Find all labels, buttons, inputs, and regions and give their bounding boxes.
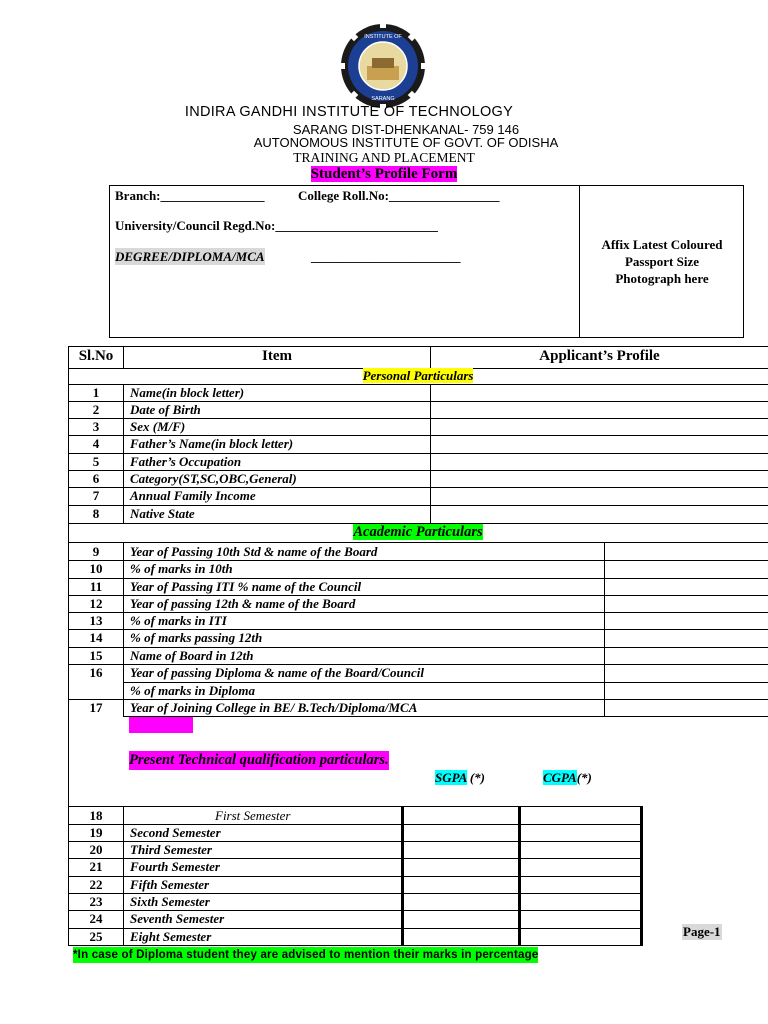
degree-label: DEGREE/DIPLOMA/MCA	[115, 249, 265, 264]
row-number: 16	[89, 665, 103, 680]
row-item: Annual Family Income	[130, 488, 256, 503]
row-number: 9	[92, 544, 100, 559]
row-number: 10	[89, 561, 103, 576]
svg-text:SARANG: SARANG	[371, 96, 395, 102]
form-title: Student’s Profile Form	[310, 166, 458, 182]
row-number: 13	[89, 613, 103, 628]
row-number: 18	[89, 808, 103, 823]
row-number: 15	[89, 648, 103, 663]
row-item: % of marks in ITI	[130, 613, 227, 628]
svg-text:INSTITUTE OF: INSTITUTE OF	[364, 34, 402, 40]
row-number: 3	[92, 419, 100, 434]
row-number: 5	[92, 454, 100, 469]
row-number: 12	[89, 596, 103, 611]
row-number: 4	[92, 436, 100, 451]
institute-status: AUTONOMOUS INSTITUTE OF GOVT. OF ODISHA	[253, 135, 559, 150]
row-item: Sixth Semester	[130, 894, 210, 909]
row-number: 23	[89, 894, 103, 909]
regd-field[interactable]: University/Council Regd.No:_________________________	[115, 218, 438, 233]
footer-note: *In case of Diploma student they are advised to mention their marks in percentage	[73, 949, 539, 961]
form-title-wrap	[0, 166, 768, 183]
row-item: Third Semester	[130, 842, 212, 857]
row-item: % of marks in 10th	[130, 561, 233, 576]
institute-address: SARANG DIST-DHENKANAL- 759 146	[292, 122, 520, 137]
row-item: Fourth Semester	[130, 859, 220, 874]
sgpa-label-wrap	[435, 770, 485, 786]
row-number: 21	[89, 859, 103, 874]
row-item: Seventh Semester	[130, 911, 225, 926]
row-number: 1	[92, 385, 100, 400]
photo-text-3: Photograph here	[615, 271, 709, 286]
institute-logo	[339, 22, 427, 110]
row-item: Fifth Semester	[130, 877, 210, 892]
row-number: 8	[92, 506, 100, 521]
row-item: Year of passing 12th & name of the Board	[130, 596, 356, 611]
row-number: 25	[89, 929, 103, 944]
row-number: 7	[92, 488, 100, 503]
row-item: Year of Passing 10th Std & name of the Board	[130, 544, 378, 559]
row-number: 24	[89, 911, 103, 926]
row-number: 22	[89, 877, 103, 892]
page-number: Page-1	[683, 924, 721, 939]
row-item: Eight Semester	[130, 929, 212, 944]
row-item: Name(in block letter)	[130, 385, 245, 400]
college-roll-field[interactable]: College Roll.No:_________________	[298, 188, 500, 203]
degree-field[interactable]: _______________________	[311, 249, 461, 264]
row-item: Year of passing Diploma & name of the Board/Council	[130, 665, 424, 680]
row-item: Native State	[130, 506, 195, 521]
cgpa-star: (*)	[576, 770, 592, 785]
row-number: 20	[89, 842, 103, 857]
row-item: Sex (M/F)	[130, 419, 186, 434]
row-item: Father’s Name(in block letter)	[130, 436, 294, 451]
row-number: 6	[92, 471, 100, 486]
row-item: Category(ST,SC,OBC,General)	[130, 471, 297, 486]
row-item: Father’s Occupation	[130, 454, 242, 469]
row-number: 2	[92, 402, 100, 417]
row-number: 14	[89, 630, 103, 645]
row-number: 11	[89, 579, 103, 594]
cgpa-label-wrap	[543, 770, 592, 786]
row-item: First Semester	[215, 808, 291, 823]
col-profile-header: Applicant’s Profile	[539, 348, 660, 364]
academic-heading-wrap	[68, 523, 768, 541]
row-item: Year of Joining College in BE/ B.Tech/Diploma/MCA	[130, 700, 418, 715]
photo-text-1: Affix Latest Coloured	[601, 237, 723, 252]
sgpa-star: (*)	[466, 770, 485, 785]
row-item: Year of Passing ITI % name of the Council	[130, 579, 362, 594]
photo-placeholder	[580, 236, 744, 287]
row-item: % of marks passing 12th	[130, 630, 263, 645]
row-number: 19	[89, 825, 103, 840]
sgpa-label: SGPA	[435, 770, 467, 785]
technical-heading: Present Technical qualification particulars.	[129, 752, 389, 768]
institute-name: INDIRA GANDHI INSTITUTE OF TECHNOLOGY	[184, 104, 514, 120]
row-item: Name of Board in 12th	[130, 648, 254, 663]
personal-heading: Personal Particulars	[362, 368, 474, 383]
branch-field[interactable]: Branch:________________	[115, 188, 265, 203]
cgpa-label: CGPA	[543, 770, 577, 785]
highlight-block	[129, 717, 193, 733]
row-item: Second Semester	[130, 825, 221, 840]
row-number: 17	[89, 700, 103, 715]
photo-text-2: Passport Size	[624, 254, 700, 269]
col-slno-header: Sl.No	[78, 348, 114, 364]
department-name: TRAINING AND PLACEMENT	[293, 150, 475, 165]
personal-heading-wrap	[68, 367, 768, 385]
col-item-header: Item	[262, 348, 292, 364]
academic-heading: Academic Particulars	[353, 524, 483, 540]
row-item: Date of Birth	[130, 402, 201, 417]
row-item: % of marks in Diploma	[130, 683, 255, 698]
